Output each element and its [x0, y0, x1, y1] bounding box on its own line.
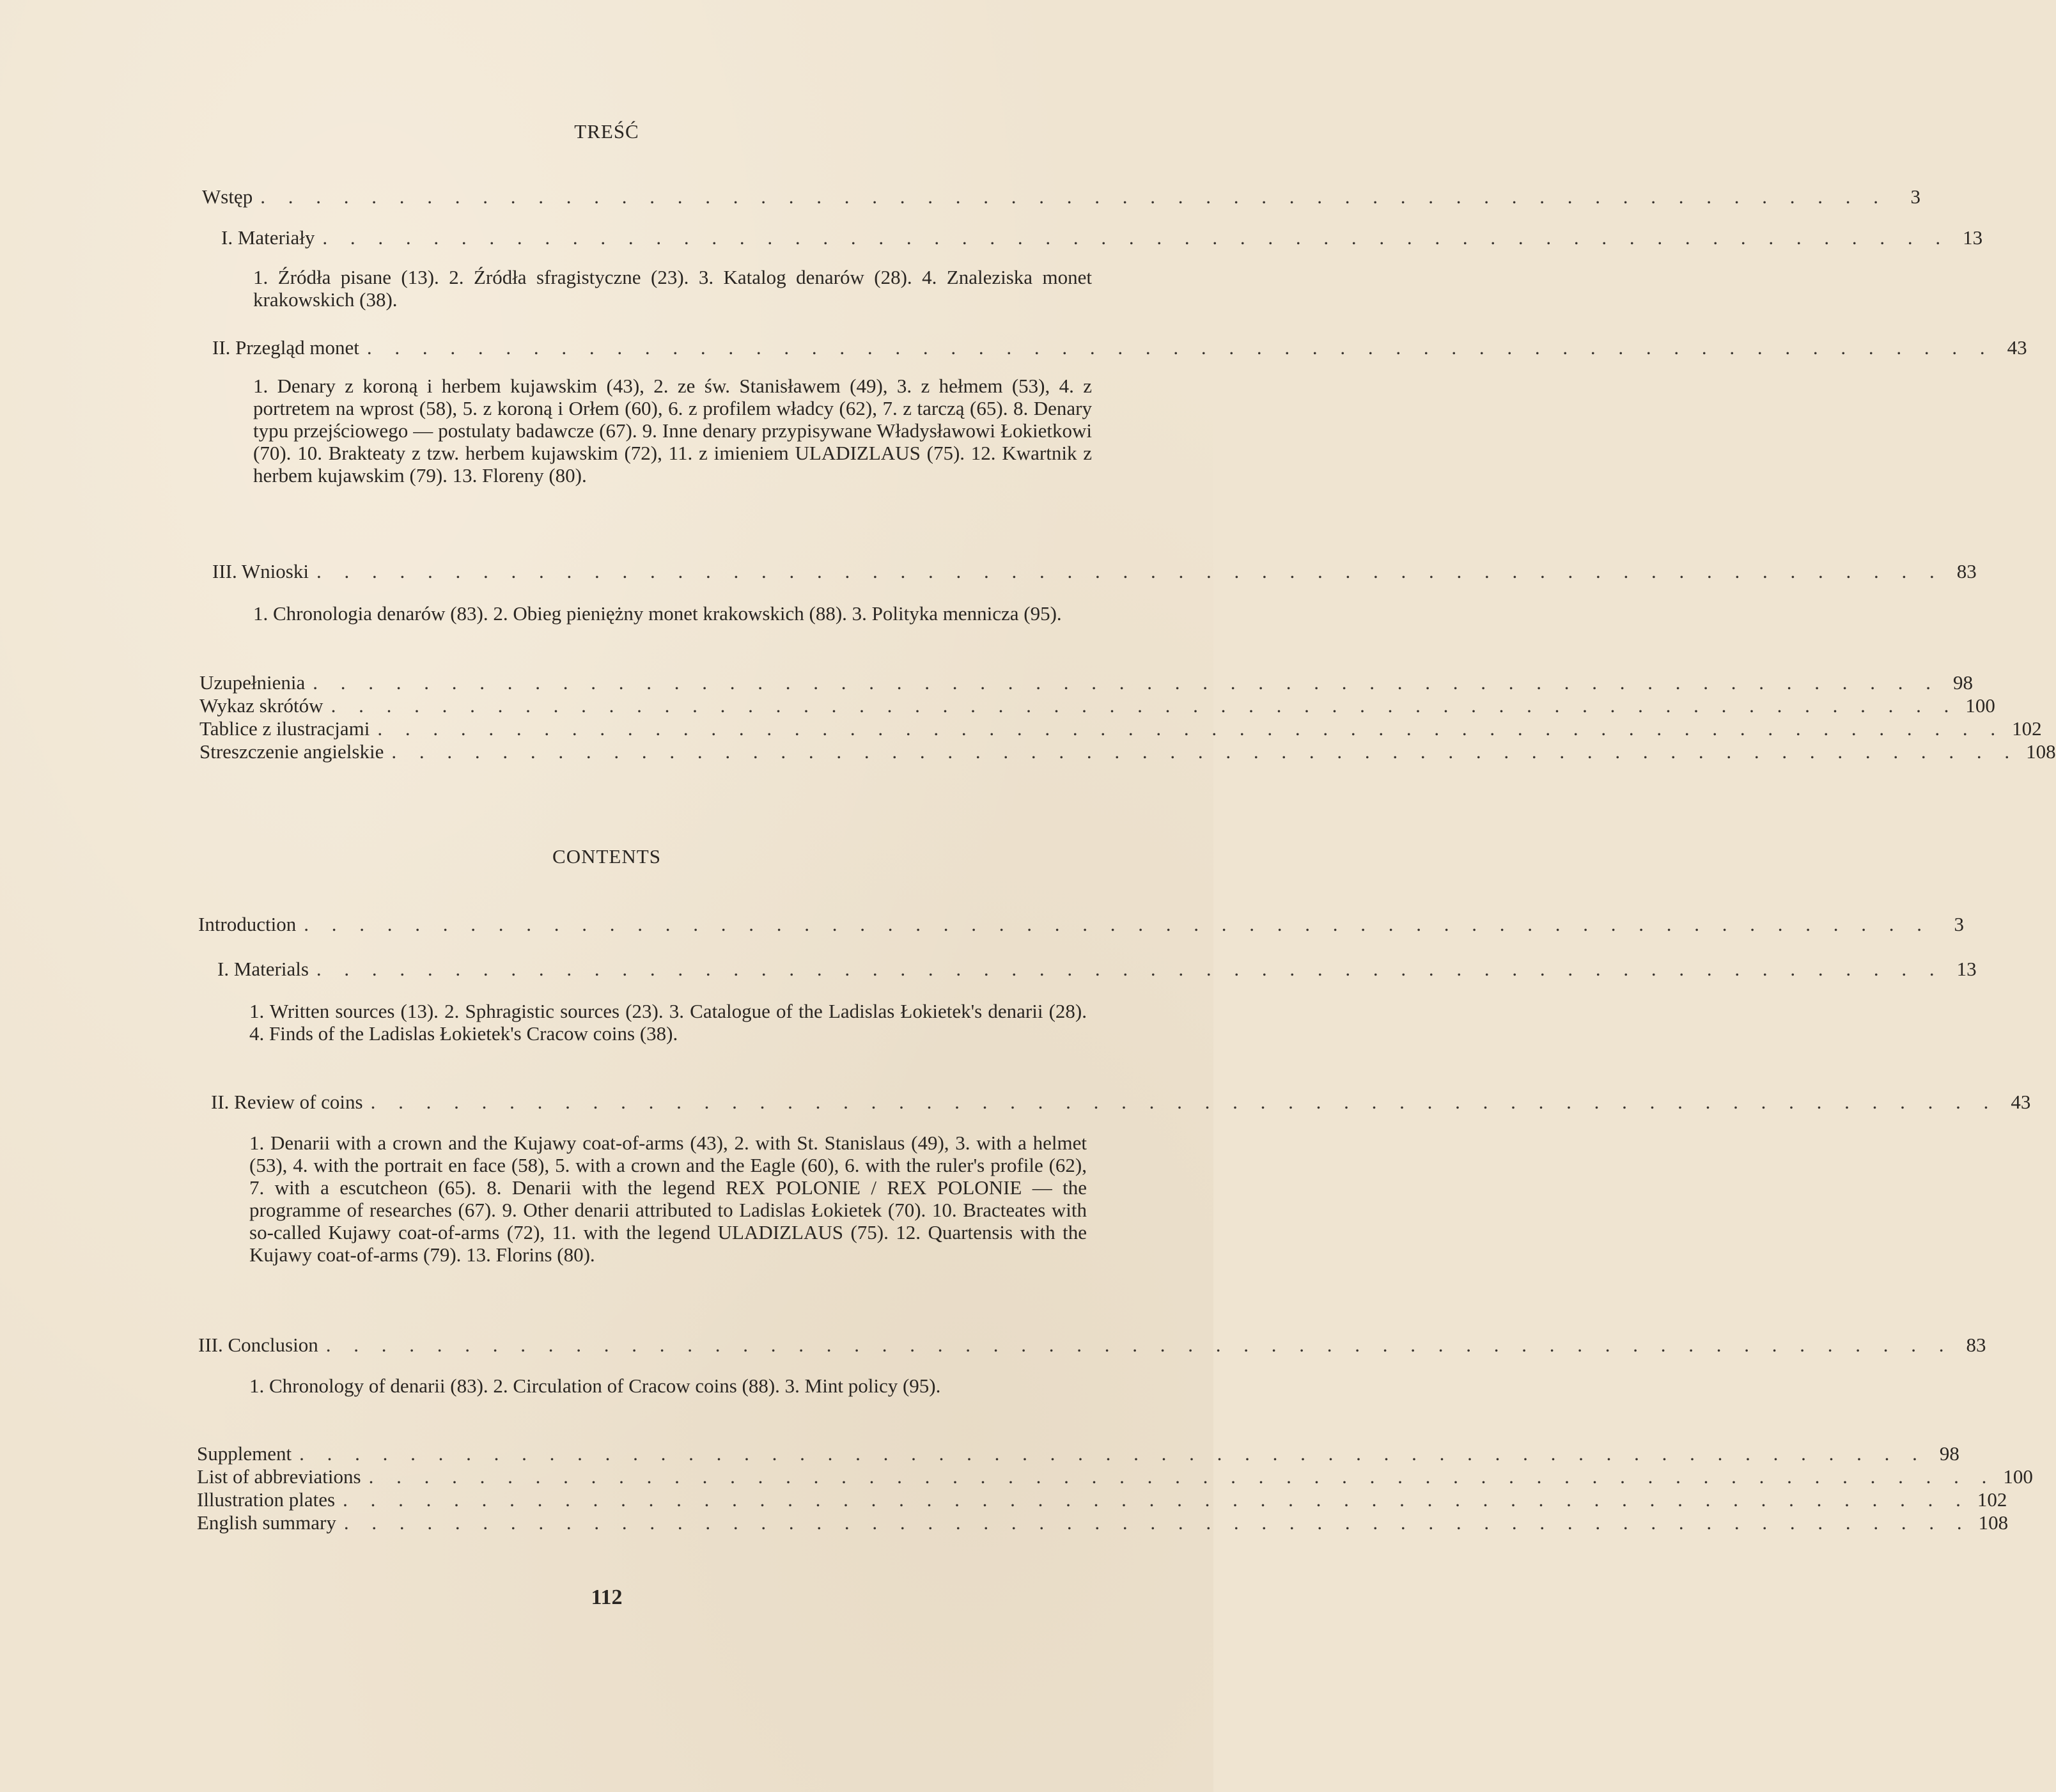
- dot-leader: . . . . . . . . . . . . . . . . . . . . . . . . . . . . . . . . . . . . . . . . . . . . . . . . . . . . . . . . . . .: [304, 913, 1931, 935]
- toc-entry-introduction: [198, 913, 1964, 936]
- dot-leader: . . . . . . . . . . . . . . . . . . . . . . . . . . . . . . . . . . . . . . . . . . . . . . . . . . . . . . . . . . .: [316, 560, 1943, 582]
- dot-leader: . . . . . . . . . . . . . . . . . . . . . . . . . . . . . . . . . . . . . . . . . . . . . . . . . . . . . . . . . . .: [377, 717, 2005, 740]
- tresc-title: TREŚĆ: [574, 120, 639, 143]
- toc-entry-skroty: [199, 694, 1995, 717]
- dot-leader: . . . . . . . . . . . . . . . . . . . . . . . . . . . . . . . . . . . . . . . . . . . . . . . . . . . . . . . . . . .: [299, 1442, 1926, 1465]
- desc-text: 1. Written sources (13). 2. Sphragistic sources (23). 3. Catalogue of the Ladislas Łokietek's denarii (28). 4. Finds of the Ladislas Łokietek's Cracow coins (38).: [249, 1000, 1087, 1045]
- entry-page: 83: [1956, 560, 1977, 582]
- entry-label: List of abbreviations: [197, 1465, 361, 1488]
- entry-page: 100: [2003, 1465, 2033, 1488]
- toc-entry-plates: [197, 1488, 2007, 1511]
- entry-label: III. Conclusion: [198, 1334, 318, 1356]
- entry-label: Uzupełnienia: [199, 671, 306, 694]
- entry-label: I. Materiały: [221, 226, 315, 249]
- desc-text: 1. Chronologia denarów (83). 2. Obieg pieniężny monet krakowskich (88). 3. Polityka mennicza (95).: [253, 602, 1062, 625]
- toc-entry-uzupelnienia: [199, 671, 1974, 694]
- entry-label: Introduction: [198, 913, 297, 935]
- entry-page: 43: [2011, 1091, 2031, 1113]
- entry-label: Streszczenie angielskie: [199, 740, 384, 763]
- dot-leader: . . . . . . . . . . . . . . . . . . . . . . . . . . . . . . . . . . . . . . . . . . . . . . . . . . . . . . . . . . .: [322, 226, 1950, 249]
- entry-label: II. Review of coins: [211, 1091, 363, 1113]
- toc-desc-conclusion: [249, 1375, 1087, 1397]
- entry-page: 13: [1963, 226, 1983, 249]
- toc-entry-review: [211, 1091, 2031, 1114]
- entry-page: 43: [2007, 336, 2027, 359]
- contents-title: CONTENTS: [552, 845, 661, 868]
- toc-desc-przeglad: [253, 375, 1092, 487]
- dot-leader: . . . . . . . . . . . . . . . . . . . . . . . . . . . . . . . . . . . . . . . . . . . . . . . . . . . . . . . . . . .: [325, 1334, 1953, 1356]
- desc-text: 1. Denary z koroną i herbem kujawskim (43), 2. ze św. Stanisławem (49), 3. z hełmem (53), 4. z portretem na wprost (58), 5. z koroną i Orłem (60), 6. z profilem władcy (62), 7. z tarczą (65). 8. Denary typu przejściowego — postulaty badawcze (67). 9. Inne denary przypisywane Władysławowi Łokietkowi (70). 10. Brakteaty z tzw. herbem kujawskim (72), 11. z imieniem ULADIZLAUS (75). 12. Kwartnik z herbem kujawskim (79). 13. Floreny (80).: [253, 375, 1092, 487]
- dot-leader: . . . . . . . . . . . . . . . . . . . . . . . . . . . . . . . . . . . . . . . . . . . . . . . . . . . . . . . . . . .: [331, 694, 1958, 717]
- toc-desc-materialy: [253, 266, 1092, 311]
- entry-label: II. Przegląd monet: [212, 336, 359, 359]
- entry-page: 3: [1910, 185, 1920, 208]
- entry-page: 98: [1939, 1442, 1959, 1465]
- entry-page: 3: [1954, 913, 1964, 935]
- toc-entry-conclusion: [198, 1334, 1986, 1357]
- toc-entry-tablice: [199, 717, 2042, 740]
- entry-label: III. Wnioski: [212, 560, 309, 582]
- entry-page: 102: [2012, 717, 2042, 740]
- toc-entry-wnioski: [212, 560, 1977, 583]
- toc-entry-summary: [197, 1511, 2009, 1534]
- entry-page: 13: [1956, 958, 1977, 980]
- desc-text: 1. Źródła pisane (13). 2. Źródła sfragistyczne (23). 3. Katalog denarów (28). 4. Znaleziska monet krakowskich (38).: [253, 266, 1092, 311]
- entry-page: 83: [1966, 1334, 1986, 1356]
- toc-entry-streszczenie: [199, 740, 2056, 763]
- dot-leader: . . . . . . . . . . . . . . . . . . . . . . . . . . . . . . . . . . . . . . . . . . . . . . . . . . . . . . . . . . .: [391, 740, 2019, 763]
- toc-entry-materialy: [221, 226, 1983, 249]
- dot-leader: . . . . . . . . . . . . . . . . . . . . . . . . . . . . . . . . . . . . . . . . . . . . . . . . . . . . . . . . . . .: [343, 1488, 1970, 1511]
- desc-text: 1. Denarii with a crown and the Kujawy coat-of-arms (43), 2. with St. Stanislaus (49), 3. with a helmet (53), 4. with the portrait en face (58), 5. with a crown and the Eagle (60), 6. with the ruler's profile (62), 7. with a escutcheon (65). 8. Denarii with the legend REX POLONIE / REX POLONIE — the programme of researches (67). 9. Other denarii attributed to Ladislas Łokietek (70). 10. Bracteates with so-called Kujawy coat-of-arms (72), 11. with the legend ULADIZLAUS (75). 12. Quartensis with the Kujawy coat-of-arms (79). 13. Florins (80).: [249, 1132, 1087, 1266]
- toc-entry-materials: [217, 958, 1977, 981]
- entry-label: Wykaz skrótów: [199, 694, 323, 717]
- toc-desc-materials: [249, 1000, 1087, 1045]
- entry-page: 102: [1977, 1488, 2007, 1511]
- dot-leader: . . . . . . . . . . . . . . . . . . . . . . . . . . . . . . . . . . . . . . . . . . . . . . . . . . . . . . . . . . .: [260, 185, 1887, 208]
- entry-label: Wstęp: [202, 185, 253, 208]
- entry-label: Illustration plates: [197, 1488, 336, 1511]
- toc-desc-wnioski: [253, 602, 1092, 625]
- entry-label: Supplement: [197, 1442, 292, 1465]
- toc-entry-supplement: [197, 1442, 1959, 1465]
- dot-leader: . . . . . . . . . . . . . . . . . . . . . . . . . . . . . . . . . . . . . . . . . . . . . . . . . . . . . . . . . . .: [343, 1511, 1971, 1534]
- entry-page: 108: [2026, 740, 2056, 763]
- dot-leader: . . . . . . . . . . . . . . . . . . . . . . . . . . . . . . . . . . . . . . . . . . . . . . . . . . . . . . . . . . .: [316, 958, 1943, 980]
- entry-page: 98: [1953, 671, 1974, 694]
- dot-leader: . . . . . . . . . . . . . . . . . . . . . . . . . . . . . . . . . . . . . . . . . . . . . . . . . . . . . . . . . . .: [313, 671, 1940, 694]
- toc-entry-abbreviations: [197, 1465, 2033, 1488]
- entry-page: 100: [1965, 694, 1995, 717]
- entry-label: I. Materials: [217, 958, 309, 980]
- toc-entry-przeglad: [212, 336, 2027, 359]
- dot-leader: . . . . . . . . . . . . . . . . . . . . . . . . . . . . . . . . . . . . . . . . . . . . . . . . . . . . . . . . . . .: [366, 336, 1994, 359]
- entry-label: Tablice z ilustracjami: [199, 717, 370, 740]
- dot-leader: . . . . . . . . . . . . . . . . . . . . . . . . . . . . . . . . . . . . . . . . . . . . . . . . . . . . . . . . . . .: [370, 1091, 1998, 1113]
- entry-page: 108: [1978, 1511, 2009, 1534]
- dot-leader: . . . . . . . . . . . . . . . . . . . . . . . . . . . . . . . . . . . . . . . . . . . . . . . . . . . . . . . . . . .: [368, 1465, 1996, 1488]
- page-number: 112: [591, 1586, 623, 1609]
- toc-entry-wstep: [202, 185, 1920, 208]
- entry-label: English summary: [197, 1511, 336, 1534]
- desc-text: 1. Chronology of denarii (83). 2. Circulation of Cracow coins (88). 3. Mint policy (95).: [249, 1375, 941, 1397]
- toc-desc-review: [249, 1132, 1087, 1266]
